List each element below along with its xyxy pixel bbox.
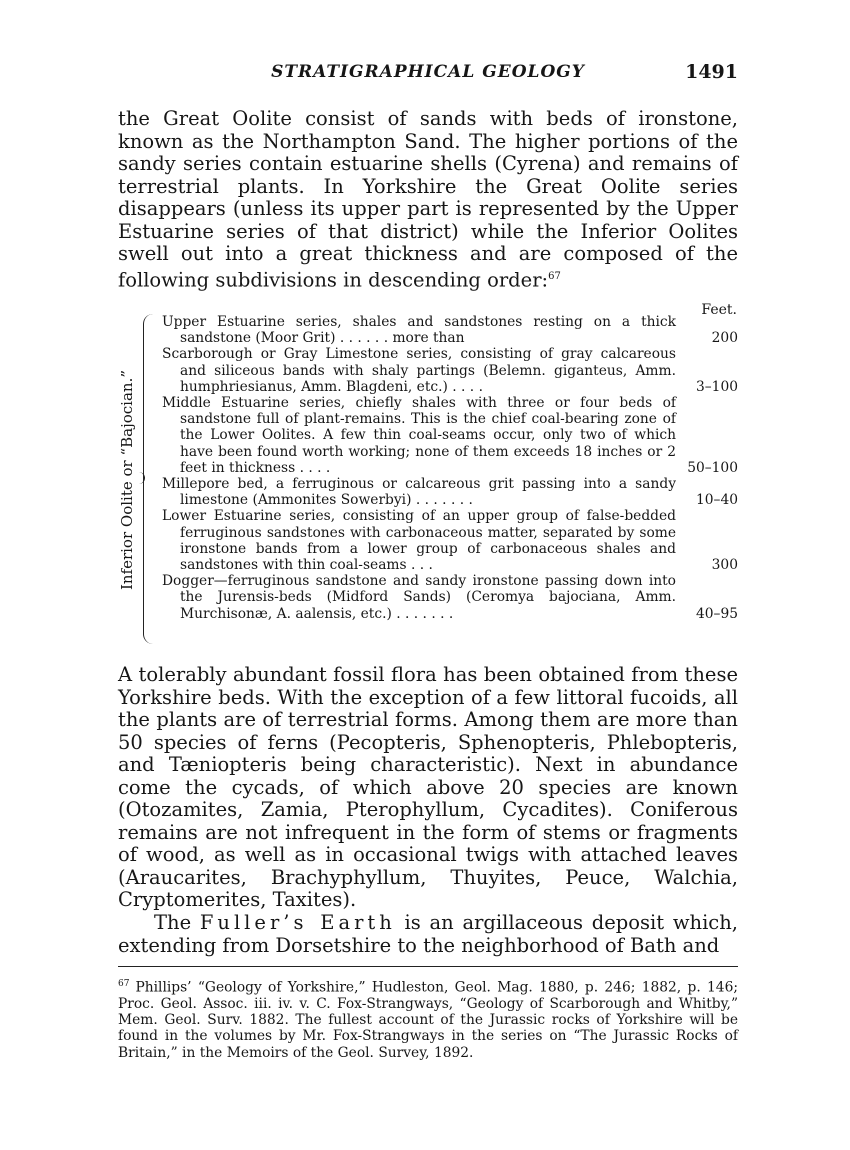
- group-label: Inferior Oolite or “Bajocian.”: [118, 369, 136, 591]
- stratum-thickness: 40–95: [695, 605, 738, 622]
- page-number: 1491: [685, 61, 738, 83]
- stratum-thickness: 300: [711, 557, 738, 574]
- stratum-row: [162, 395, 738, 476]
- footnote-marker: 67: [118, 979, 130, 989]
- stratum-row: [162, 314, 738, 346]
- feet-column-header: Feet.: [701, 302, 737, 318]
- fullers-earth-term: Fuller’s Earth: [199, 911, 396, 934]
- stratum-thickness: 3–100: [695, 378, 738, 395]
- stratum-description: Middle Estuarine series, chiefly shales with three or four beds of sandstone full of plant-remains. This is the chief coal-bearing zone of the Lower Oolites. A few thin coal-seams occur, only two of which have been found worth working; none of them exceeds 18 inches or 2 feet in thickness . . . .: [162, 395, 676, 476]
- stratum-description: Scarborough or Gray Limestone series, consisting of gray calcareous and siliceous bands with shaly partings (Belemn. giganteus, Amm. humphriesianus, Amm. Blagdeni, etc.) . . . .: [162, 346, 676, 395]
- footnote-reference: 67: [548, 270, 561, 282]
- stratum-thickness: 50–100: [687, 459, 738, 476]
- strata-table: [162, 314, 738, 622]
- running-title: STRATIGRAPHICAL GEOLOGY: [271, 62, 585, 82]
- stratum-thickness: 10–40: [695, 492, 738, 509]
- fullers-earth-prefix: The: [154, 911, 200, 934]
- footnote-text: Phillips’ “Geology of Yorkshire,” Hudleston, Geol. Mag. 1880, p. 246; 1882, p. 146; Proc. Geol. Assoc. iii. iv. v. C. Fox-Strangways, “Geology of Scarborough and Whitby,” Mem. Geol. Surv. 1882. The fullest account of the Jurassic rocks of Yorkshire will be found in the volumes by Mr. Fox-Strangways in the series on “The Jurassic Rocks of Britain,” in the Memoirs of the Geol. Survey, 1892.: [118, 979, 738, 1061]
- stratum-description: Dogger—ferruginous sandstone and sandy ironstone passing down into the Jurensis-beds (Midford Sands) (Ceromya bajociana, Amm. Murchisonæ, A. aalensis, etc.) . . . . . . .: [162, 573, 676, 622]
- footnote-divider: [118, 966, 738, 967]
- fullers-earth-paragraph: [118, 912, 738, 957]
- footnote: [118, 976, 738, 1061]
- fullers-earth-text: is an argillaceous deposit which, extending from Dorsetshire to the neighborhood of Bath and: [118, 911, 738, 957]
- intro-text: the Great Oolite consist of sands with beds of ironstone, known as the Northampton Sand. The higher portions of the sandy series contain estuarine shells (Cyrena) and remains of terrestrial plants. In Yorkshire the Great Oolite series disappears (unless its upper part is represented by the Upper Estuarine series of that district) while the Inferior Oolites swell out into a great thickness and are composed of the following subdivisions in descending order:: [118, 107, 738, 291]
- stratum-row: [162, 476, 738, 508]
- stratum-row: [162, 346, 738, 395]
- stratum-description: Upper Estuarine series, shales and sandstones resting on a thick sandstone (Moor Grit) . . . . . . more than: [162, 314, 676, 347]
- page-header: [118, 62, 738, 88]
- flora-paragraph: A tolerably abundant fossil flora has been obtained from these Yorkshire beds. With the exception of a few littoral fucoids, all the plants are of terrestrial forms. Among them are more than 50 species of ferns (Pecopteris, Sphenopteris, Phlebopteris, and Tæniopteris being characteristic). Next in abundance come the cycads, of which above 20 species are known (Otozamites, Zamia, Pterophyllum, Cycadites). Coniferous remains are not infrequent in the form of stems or fragments of wood, as well as in occasional twigs with attached leaves (Araucarites, Brachyphyllum, Thuyites, Peuce, Walchia, Cryptomerites, Taxites).: [118, 663, 738, 911]
- stratum-row: [162, 573, 738, 622]
- stratum-description: Lower Estuarine series, consisting of an upper group of false-bedded ferruginous sandstones with carbonaceous matter, separated by some ironstone bands from a lower group of carbonaceous shales and sandstones with thin coal-seams . . .: [162, 508, 676, 574]
- intro-paragraph: [118, 108, 738, 292]
- stratum-row: [162, 508, 738, 573]
- stratum-description: Millepore bed, a ferruginous or calcareous grit passing into a sandy limestone (Ammonites Sowerbyi) . . . . . . .: [162, 476, 676, 509]
- stratum-thickness: 200: [711, 330, 738, 347]
